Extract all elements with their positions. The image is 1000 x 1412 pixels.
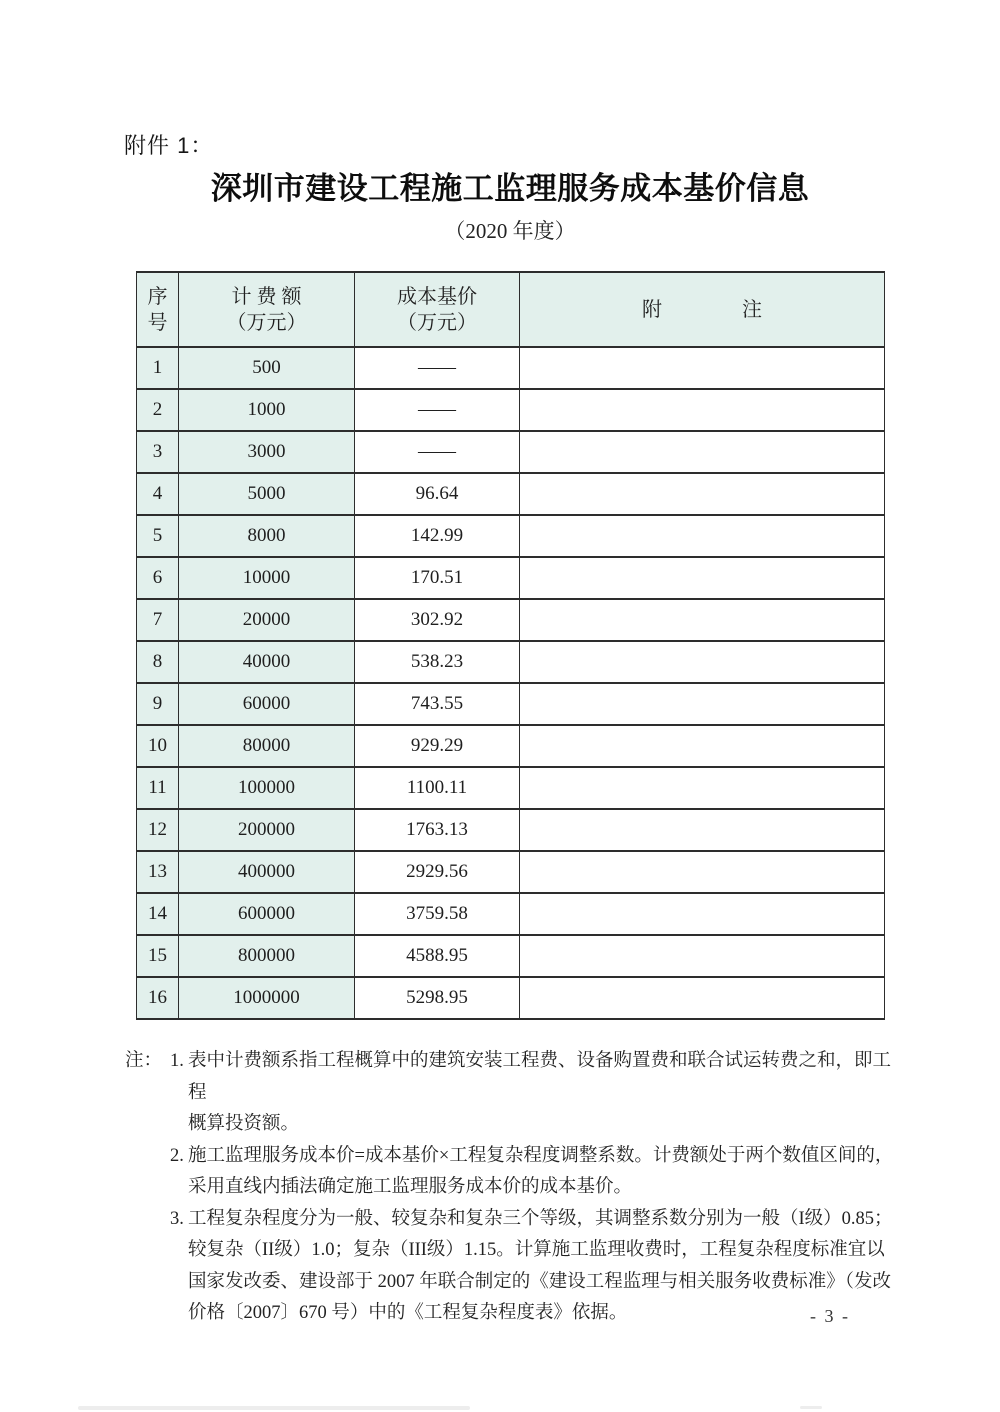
table-header <box>137 272 885 347</box>
cell-remarks <box>520 599 885 641</box>
header-cost-base-price <box>355 272 520 347</box>
cell-cost-base-price: 142.99 <box>355 515 520 557</box>
header-remarks: 附 注 <box>520 272 885 347</box>
header-fee-amount <box>179 272 355 347</box>
cell-serial-number: 3 <box>137 431 179 473</box>
cell-remarks <box>520 515 885 557</box>
cell-fee-amount: 500 <box>179 347 355 389</box>
cell-remarks <box>520 473 885 515</box>
note-3-text-cont: 价格〔2007〕670 号）中的《工程复杂程度表》依据。 <box>188 1303 628 1323</box>
cell-serial-number: 9 <box>137 683 179 725</box>
cell-remarks <box>520 977 885 1019</box>
cell-cost-base-price: 1763.13 <box>355 809 520 851</box>
header-fee-line2: （万元） <box>226 311 307 334</box>
cell-remarks <box>520 683 885 725</box>
note-line <box>125 1235 897 1267</box>
cell-remarks <box>520 851 885 893</box>
cell-serial-number: 4 <box>137 473 179 515</box>
table-row <box>137 557 885 599</box>
table-row <box>137 809 885 851</box>
cell-cost-base-price: 743.55 <box>355 683 520 725</box>
cell-cost-base-price: —— <box>355 389 520 431</box>
table-row <box>137 389 885 431</box>
cell-fee-amount: 60000 <box>179 683 355 725</box>
page-title: 深圳市建设工程施工监理服务成本基价信息 <box>210 171 810 206</box>
notes-label: 注： <box>125 1051 163 1071</box>
header-serial-line1: 序 <box>147 285 168 308</box>
cell-cost-base-price: —— <box>355 347 520 389</box>
cell-cost-base-price: 929.29 <box>355 725 520 767</box>
cell-cost-base-price: 170.51 <box>355 557 520 599</box>
cell-remarks <box>520 557 885 599</box>
cell-remarks <box>520 389 885 431</box>
cell-cost-base-price: 1100.11 <box>355 767 520 809</box>
cell-fee-amount: 5000 <box>179 473 355 515</box>
note-2-text-cont: 采用直线内插法确定施工监理服务成本价的成本基价。 <box>188 1177 633 1197</box>
cell-cost-base-price: —— <box>355 431 520 473</box>
table-row <box>137 641 885 683</box>
note-line <box>125 1204 897 1236</box>
note-line <box>125 1298 897 1330</box>
cell-fee-amount: 600000 <box>179 893 355 935</box>
table-body <box>137 347 885 1019</box>
notes-section <box>125 1046 897 1330</box>
table-row <box>137 893 885 935</box>
cell-serial-number: 10 <box>137 725 179 767</box>
cell-serial-number: 7 <box>137 599 179 641</box>
cell-serial-number: 1 <box>137 347 179 389</box>
cell-remarks <box>520 809 885 851</box>
header-cost-line1: 成本基价 <box>397 285 477 308</box>
cell-cost-base-price: 96.64 <box>355 473 520 515</box>
attachment-label: 附件 1： <box>124 133 214 158</box>
cell-serial-number: 2 <box>137 389 179 431</box>
note-3-text-cont: 较复杂（II级）1.0；复杂（III级）1.15。计算施工监理收费时，工程复杂程度标准宜以 <box>188 1240 885 1260</box>
note-1-text-cont: 概算投资额。 <box>188 1114 300 1134</box>
note-1-number: 1. <box>170 1051 184 1071</box>
cell-fee-amount: 80000 <box>179 725 355 767</box>
cell-fee-amount: 20000 <box>179 599 355 641</box>
cell-cost-base-price: 5298.95 <box>355 977 520 1019</box>
table-row <box>137 473 885 515</box>
cell-fee-amount: 200000 <box>179 809 355 851</box>
table-row <box>137 515 885 557</box>
table-row <box>137 935 885 977</box>
table-header-row <box>137 272 885 347</box>
cell-serial-number: 5 <box>137 515 179 557</box>
cell-serial-number: 11 <box>137 767 179 809</box>
cell-remarks <box>520 767 885 809</box>
table-row <box>137 977 885 1019</box>
table-row <box>137 767 885 809</box>
page-subtitle: （2020 年度） <box>444 219 576 243</box>
cell-serial-number: 12 <box>137 809 179 851</box>
page-number: - 3 - <box>810 1306 850 1326</box>
note-1-text: 表中计费额系指工程概算中的建筑安装工程费、设备购置费和联合试运转费之和，即工程 <box>188 1051 892 1103</box>
cell-remarks <box>520 893 885 935</box>
cell-cost-base-price: 3759.58 <box>355 893 520 935</box>
cell-serial-number: 6 <box>137 557 179 599</box>
cell-fee-amount: 3000 <box>179 431 355 473</box>
note-3-text: 工程复杂程度分为一般、较复杂和复杂三个等级，其调整系数分别为一般（I级）0.85； <box>188 1208 893 1229</box>
cell-serial-number: 13 <box>137 851 179 893</box>
cell-remarks <box>520 431 885 473</box>
cell-fee-amount: 10000 <box>179 557 355 599</box>
note-line <box>125 1046 897 1109</box>
table-row <box>137 725 885 767</box>
header-serial-number <box>137 272 179 347</box>
table-row <box>137 851 885 893</box>
table-row <box>137 431 885 473</box>
cell-serial-number: 14 <box>137 893 179 935</box>
cell-cost-base-price: 538.23 <box>355 641 520 683</box>
cell-fee-amount: 8000 <box>179 515 355 557</box>
note-2-number: 2. <box>170 1145 184 1166</box>
note-3-number: 3. <box>170 1208 184 1229</box>
table-row <box>137 347 885 389</box>
note-line <box>125 1267 897 1299</box>
cell-fee-amount: 100000 <box>179 767 355 809</box>
cell-cost-base-price: 302.92 <box>355 599 520 641</box>
note-3-text-cont: 国家发改委、建设部于 2007 年联合制定的《建设工程监理与相关服务收费标准》（发改 <box>188 1271 892 1292</box>
cell-serial-number: 8 <box>137 641 179 683</box>
note-line <box>125 1172 897 1204</box>
note-line <box>125 1109 897 1141</box>
note-2-text: 施工监理服务成本价=成本基价×工程复杂程度调整系数。计费额处于两个数值区间的， <box>188 1145 894 1166</box>
cell-fee-amount: 800000 <box>179 935 355 977</box>
cell-cost-base-price: 2929.56 <box>355 851 520 893</box>
note-line <box>125 1141 897 1173</box>
header-cost-line2: （万元） <box>397 311 477 334</box>
cell-remarks <box>520 641 885 683</box>
cell-fee-amount: 400000 <box>179 851 355 893</box>
table-row <box>137 683 885 725</box>
cell-fee-amount: 1000 <box>179 389 355 431</box>
cell-remarks <box>520 935 885 977</box>
table-row <box>137 599 885 641</box>
cell-fee-amount: 1000000 <box>179 977 355 1019</box>
header-serial-line2: 号 <box>147 311 168 334</box>
cell-serial-number: 15 <box>137 935 179 977</box>
cell-cost-base-price: 4588.95 <box>355 935 520 977</box>
cost-base-price-table <box>136 271 885 1020</box>
cell-remarks <box>520 725 885 767</box>
cell-serial-number: 16 <box>137 977 179 1019</box>
cell-remarks <box>520 347 885 389</box>
cell-fee-amount: 40000 <box>179 641 355 683</box>
scan-artifact <box>78 1406 470 1410</box>
header-fee-line1: 计 费 额 <box>231 285 302 308</box>
scan-artifact <box>800 1406 822 1409</box>
